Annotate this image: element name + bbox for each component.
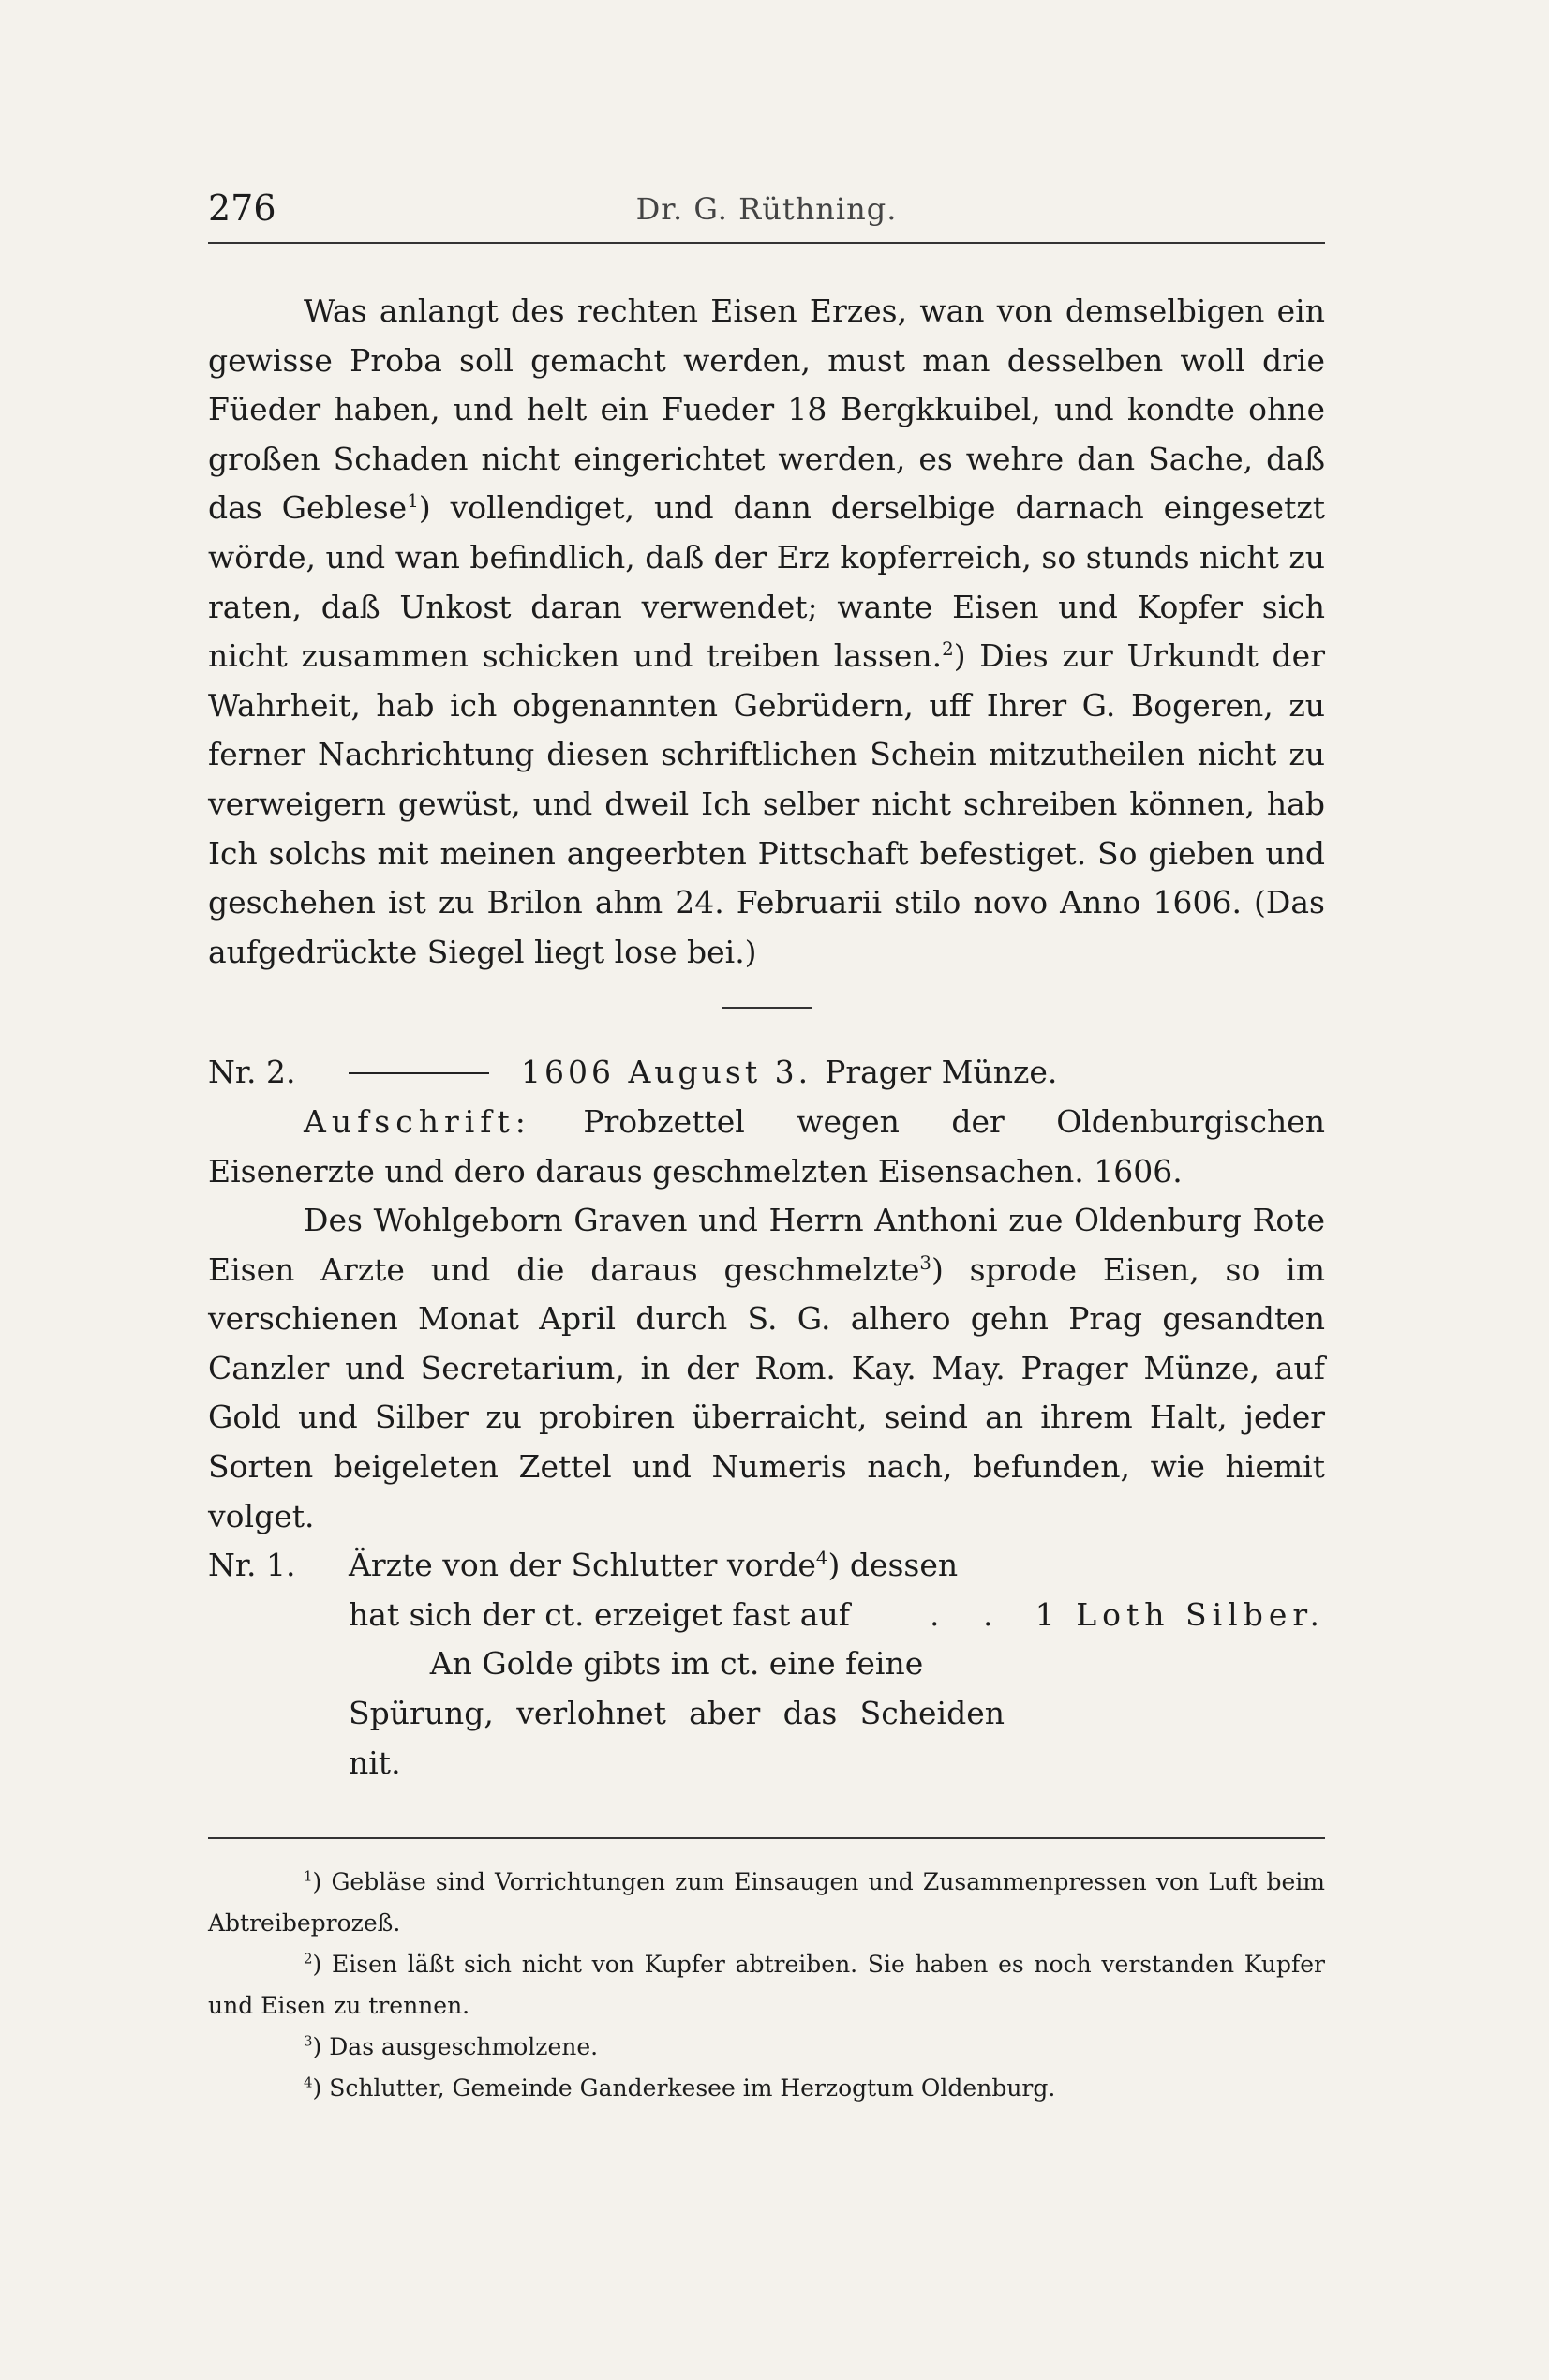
footnote-2 <box>208 1944 1325 2027</box>
footnotes <box>208 1862 1325 2109</box>
document-title: Prager Münze. <box>825 1054 1058 1091</box>
running-head: Dr. G. Rüthning. <box>635 191 898 227</box>
footnote-3 <box>208 2027 1325 2068</box>
assay-line-3: An Golde gibts im ct. eine feine <box>429 1645 924 1683</box>
footnote-marker: 1 <box>304 1867 313 1885</box>
heading-dash <box>349 1072 489 1074</box>
footnote-text: ) Schlutter, Gemeinde Ganderkesee im Herzogtum Oldenburg. <box>312 2074 1056 2102</box>
paragraph-1-text-c: ) Dies zur Urkundt der Wahrheit, hab ich obgenannten Gebrüdern, uff Ihrer G. Bogeren, zu ferner Nachrichtung diesen schriftlichen Schein mitzutheilen nicht zu verweigern gewüst, und dweil Ich selber nicht schreiben können, hab Ich solchs mit meinen angeerbten Pittschaft befestiget. So gieben und geschehen ist zu Brilon ahm 24. Februarii stilo novo Anno 1606. (Das aufgedrückte Siegel liegt lose bei.) <box>208 637 1325 970</box>
footnote-marker: 2 <box>304 1950 313 1968</box>
paragraph-1-text: Was anlangt des rechten Eisen Erzes, wan von demselbigen ein gewisse Proba soll gemacht werden, must man desselben woll drie Füeder haben, und helt ein Fueder 18 Bergkkuibel, und kondte ohne großen Schaden nicht eingerichtet werden, es wehre dan Sache, daß das Geblese <box>208 292 1325 527</box>
assay-row <box>208 1541 1325 1591</box>
assay-line-2: hat sich der ct. erzeiget fast auf <box>349 1595 850 1633</box>
header-rule <box>208 242 1325 244</box>
footnote-ref-4: 4 <box>815 1548 828 1570</box>
footnote-text: ) Gebläse sind Vorrichtungen zum Einsaugen und Zusammenpressen von Luft beim Abtreibeprozeß. <box>208 1868 1325 1937</box>
document-number: Nr. 2. <box>208 1054 296 1091</box>
footnote-marker: 3 <box>304 2032 313 2050</box>
assay-row <box>208 1591 1325 1640</box>
main-text <box>208 287 1325 1788</box>
paragraph-2-text-b: ) sprode Eisen, so im verschienen Monat April durch S. G. alhero gehn Prag gesandten Canzler und Secretarium, in der Rom. Kay. May. Prager Münze, auf Gold und Silber zu probiren überraicht, seind an ihrem Halt, jeder Sorten beigeleten Zettel und Numeris nach, befunden, wie hiemit volget. <box>208 1250 1325 1534</box>
footnote-ref-2: 2 <box>942 638 954 661</box>
footnote-ref-1: 1 <box>407 490 419 513</box>
assay-line-1 <box>349 1541 1005 1591</box>
page-header <box>208 187 1325 234</box>
aufschrift-text: Probzettel wegen der Oldenburgischen Eisenerzte und dero daraus geschmelzten Eisensachen. 1606. <box>208 1102 1325 1190</box>
aufschrift-paragraph <box>208 1098 1325 1196</box>
assay-line-4: Spürung, verlohnet aber das Scheiden nit. <box>349 1695 1005 1781</box>
paragraph-1-text-b: ) vollendiget, und dann derselbige darnach eingesetzt wörde, und wan befindlich, daß der Erz kopferreich, so stunds nicht zu raten, daß Unkost daran verwendet; wante Eisen und Kopfer sich nicht zusammen schicken und treiben lassen. <box>208 489 1325 675</box>
assay-result: 1 Loth Silber. <box>1035 1595 1325 1633</box>
document-date: 1606 August 3. <box>521 1054 812 1091</box>
assay-number: Nr. 1. <box>208 1547 296 1584</box>
assay-leader-dots: . . <box>930 1595 1010 1633</box>
aufschrift-label: Aufschrift: <box>304 1102 531 1140</box>
section-divider <box>722 1007 812 1009</box>
footnote-4 <box>208 2068 1325 2109</box>
footnote-text: ) Eisen läßt sich nicht von Kupfer abtreiben. Sie haben es noch verstanden Kupfer und Eisen zu trennen. <box>208 1951 1325 2019</box>
footnote-rule <box>208 1837 1325 1839</box>
footnote-ref-3: 3 <box>919 1251 931 1274</box>
assay-line-1-text: Ärzte von der Schlutter vorde <box>349 1547 816 1584</box>
footnote-marker: 4 <box>304 2073 313 2091</box>
assay-row <box>208 1639 1325 1689</box>
footnote-text: ) Das ausgeschmolzene. <box>312 2033 599 2060</box>
document-heading <box>208 1048 1325 1098</box>
assay-line-1-tail: ) dessen <box>827 1547 959 1584</box>
paragraph-2-text: Des Wohlgeborn Graven und Herrn Anthoni zue Oldenburg Rote Eisen Arzte und die daraus geschmelzte <box>208 1202 1325 1288</box>
page-number: 276 <box>208 187 276 229</box>
assay-entry <box>208 1541 1325 1788</box>
paragraph-1 <box>208 287 1325 977</box>
assay-row <box>208 1689 1325 1788</box>
footnote-1 <box>208 1862 1325 1944</box>
paragraph-2 <box>208 1196 1325 1541</box>
